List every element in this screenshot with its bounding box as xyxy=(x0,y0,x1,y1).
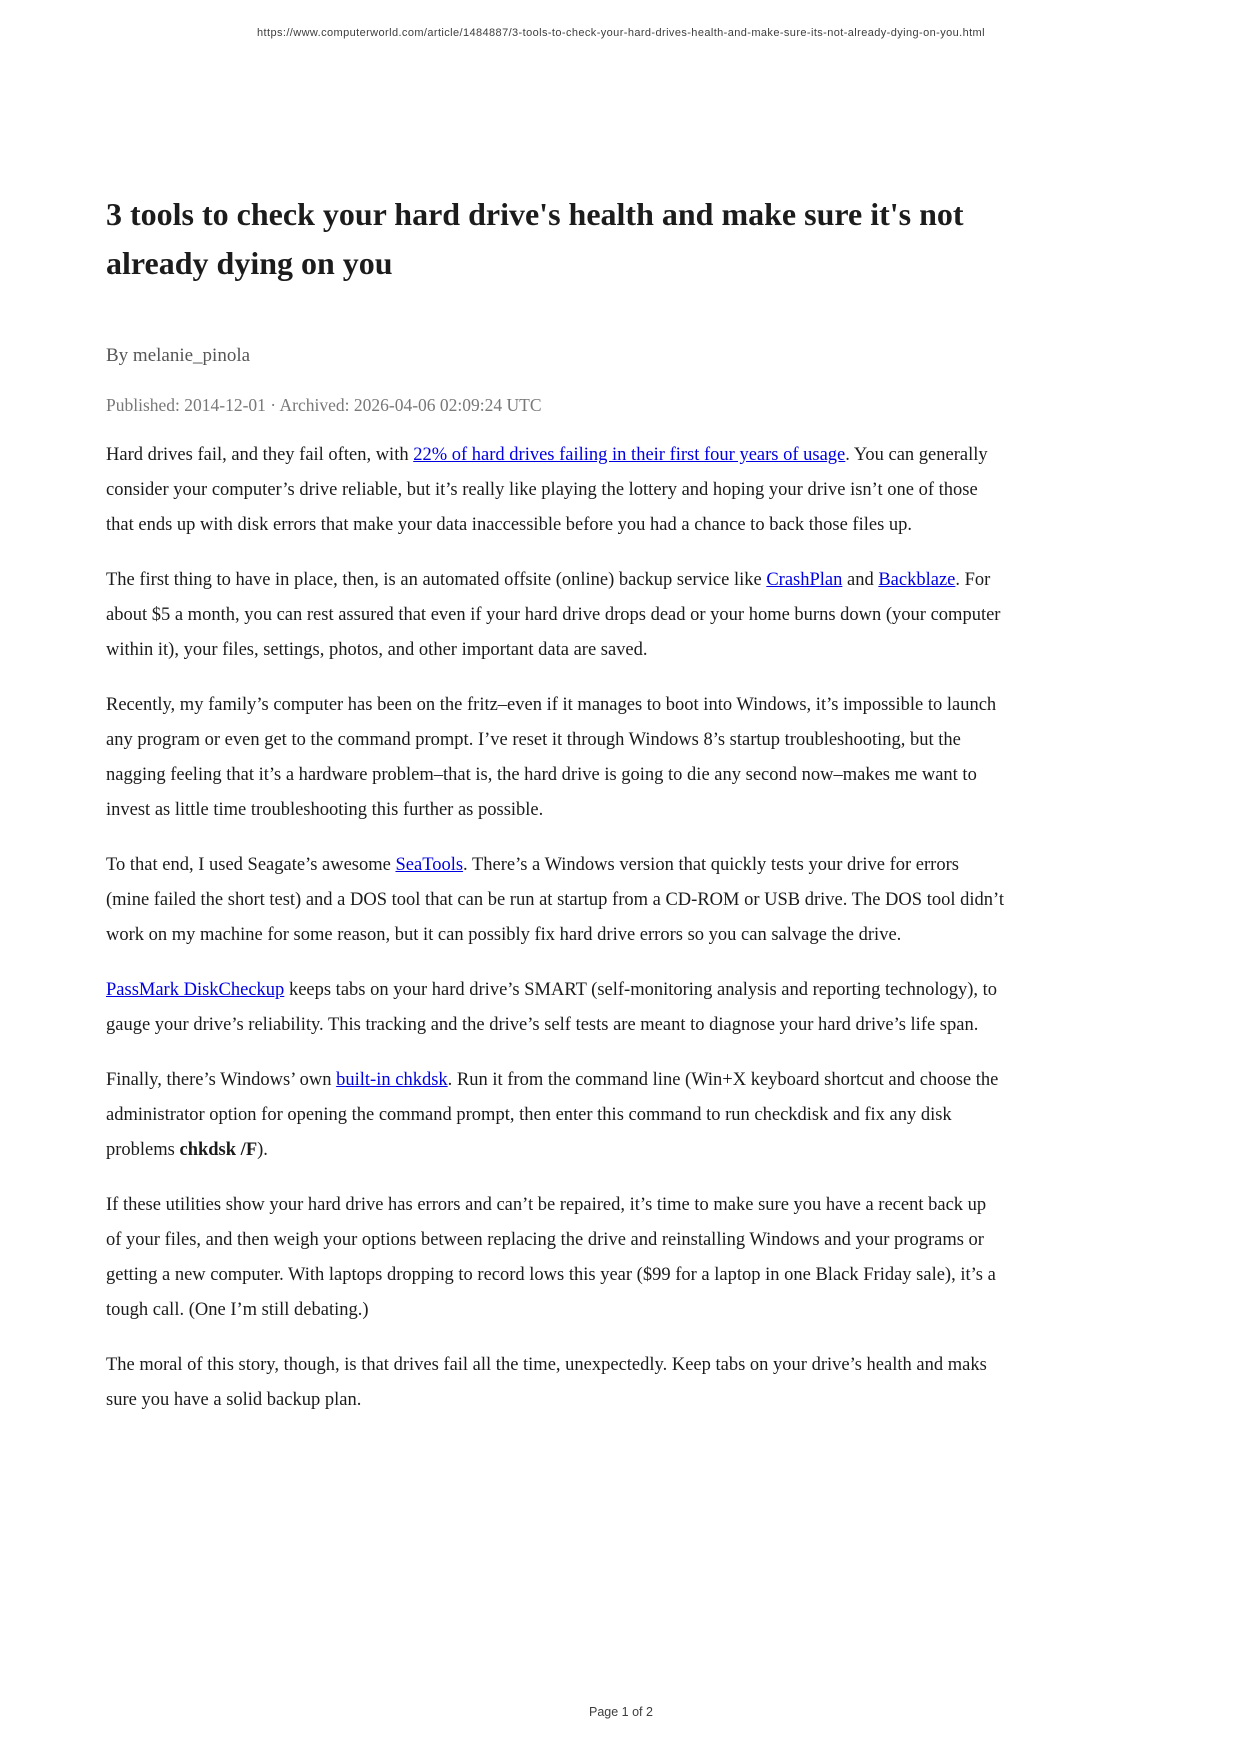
article-paragraph: Recently, my family’s computer has been on the fritz–even if it manages to boot into Windows, it’s impossible to launch any program or even get to the command prompt. I’ve reset it through Windows 8’s startup troubleshooting, but the nagging feeling that it’s a hardware problem–that is, the hard drive is going to die any second now–makes me want to invest as little time troubleshooting this further as possible. xyxy=(106,695,997,820)
inline-link[interactable]: CrashPlan xyxy=(766,570,843,590)
inline-link[interactable]: Backblaze xyxy=(878,570,956,590)
page-footer xyxy=(0,1705,1242,1719)
article-paragraph: The first thing to have in place, then, is an automated offsite (online) backup service like CrashPlan and Backblaze. For about $5 a month, you can rest assured that even if your hard drive drops dead or your home burns down (your computer within it), your files, settings, photos, and other important data are saved. xyxy=(106,570,1001,660)
print-url-header xyxy=(0,27,1242,39)
article-paragraph: PassMark DiskCheckup keeps tabs on your hard drive’s SMART (self-monitoring analysis and reporting technology), to gauge your drive’s reliability. This tracking and the drive’s self tests are meant to diagnose your hard drive’s life span. xyxy=(106,980,998,1035)
source-url: https://www.computerworld.com/article/1484887/3-tools-to-check-your-hard-drives-health-and-make-sure-its-not-already-dying-on-you.html xyxy=(257,27,985,39)
article-paragraph: To that end, I used Seagate’s awesome SeaTools. There’s a Windows version that quickly tests your drive for errors (mine failed the short test) and a DOS tool that can be run at startup from a CD-ROM or USB drive. The DOS tool didn’t work on my machine for some reason, but it can possibly fix hard drive errors so you can salvage the drive. xyxy=(106,855,1004,945)
article-paragraph: If these utilities show your hard drive has errors and can’t be repaired, it’s time to make sure you have a recent back up of your files, and then weigh your options between replacing the drive and reinstalling Windows and your programs or getting a new computer. With laptops dropping to record lows this year ($99 for a laptop in one Black Friday sale), it’s a tough call. (One I’m still debating.) xyxy=(106,1195,996,1320)
article-dateline: Published: 2014-12-01 · Archived: 2026-04-06 02:09:24 UTC xyxy=(106,395,542,415)
article-paragraph: Hard drives fail, and they fail often, with 22% of hard drives failing in their first four years of usage. You can generally consider your computer’s drive reliable, but it’s really like playing the lottery and hoping your drive isn’t one of those that ends up with disk errors that make your data inaccessible before you had a chance to back those files up. xyxy=(106,445,988,535)
bold-text: chkdsk /F xyxy=(179,1140,258,1160)
article xyxy=(106,190,1006,1438)
article-paragraph: Finally, there’s Windows’ own built-in chkdsk. Run it from the command line (Win+X keyboard shortcut and choose the administrator option for opening the command prompt, then enter this command to run checkdisk and fix any disk problems chkdsk /F). xyxy=(106,1070,999,1160)
inline-link[interactable]: built-in chkdsk xyxy=(336,1070,448,1090)
article-paragraph: The moral of this story, though, is that drives fail all the time, unexpectedly. Keep tabs on your drive’s health and maks sure you have a solid backup plan. xyxy=(106,1355,987,1410)
article-body xyxy=(106,438,1006,1418)
inline-link[interactable]: 22% of hard drives failing in their first four years of usage xyxy=(413,445,846,465)
article-byline: By melanie_pinola xyxy=(106,345,251,366)
inline-link[interactable]: SeaTools xyxy=(395,855,464,875)
page-number: Page 1 of 2 xyxy=(589,1705,653,1719)
inline-link[interactable]: PassMark DiskCheckup xyxy=(106,980,285,1000)
article-title: 3 tools to check your hard drive's health and make sure it's not already dying on you xyxy=(106,196,964,281)
